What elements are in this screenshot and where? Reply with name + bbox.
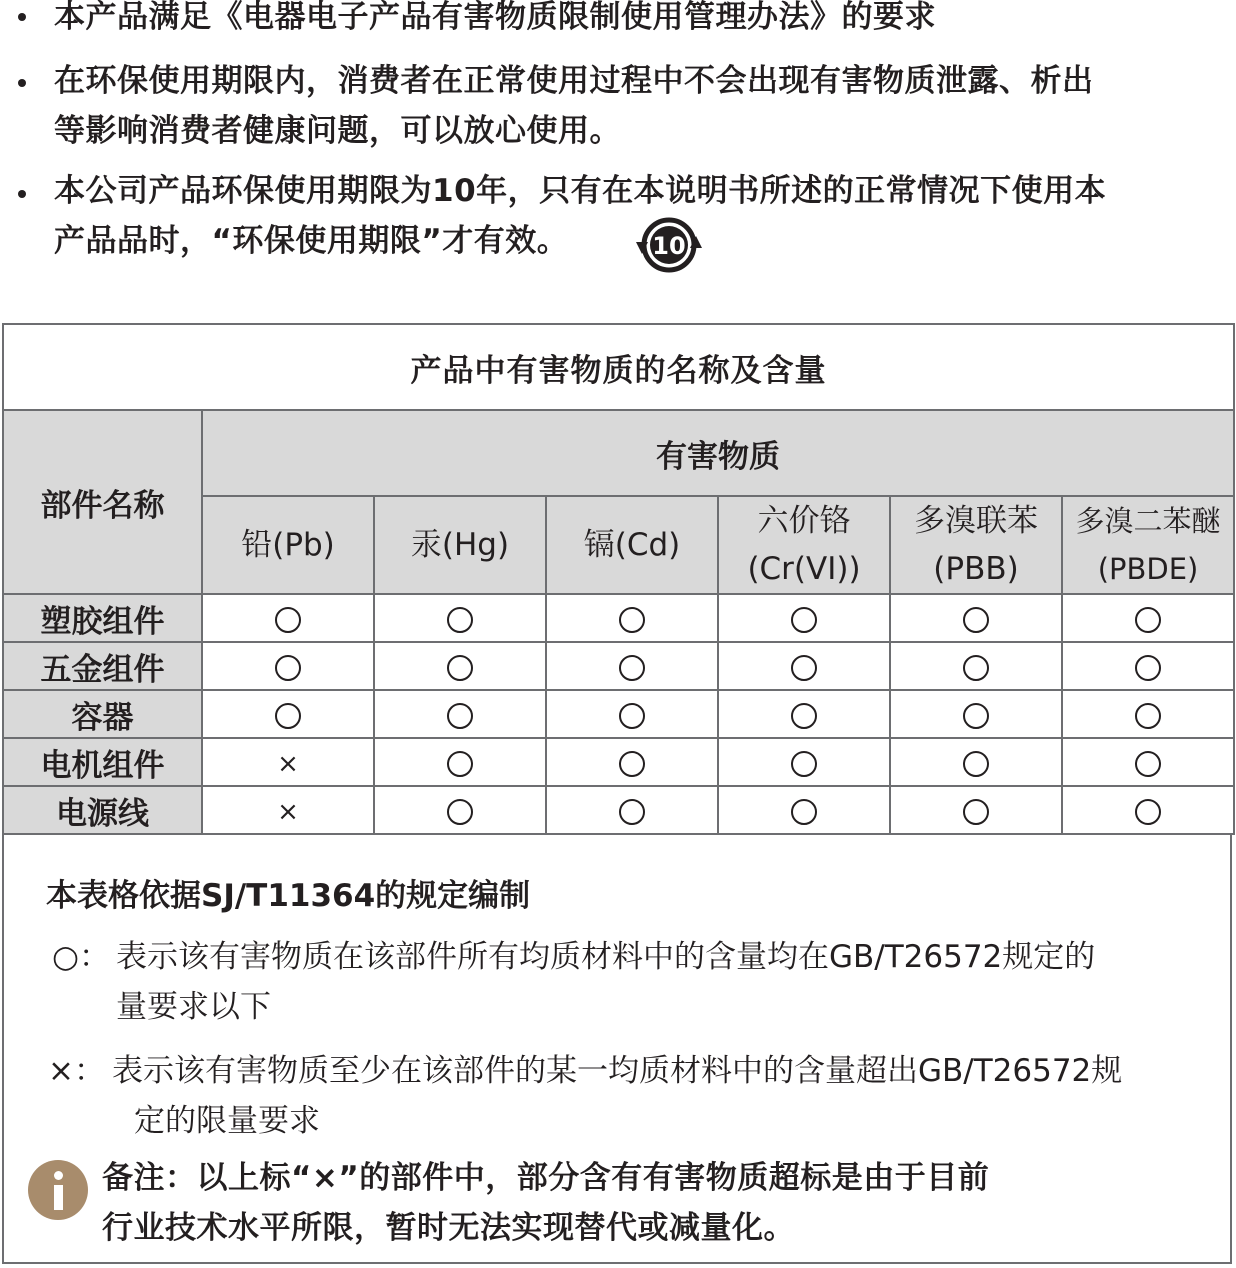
bullet-dot [18,13,26,21]
column-header-line: (PBDE) [1097,552,1199,586]
legend-circle-symbol: ○： [52,939,111,975]
table-title: 产品中有害物质的名称及含量 [3,324,1234,410]
compliant-circle-mark [619,799,645,825]
column-header-pbde [1062,496,1234,594]
column-header-line: 铅(Pb) [241,527,335,563]
compliant-circle-mark [447,751,473,777]
substance-value-cell [202,738,374,786]
table-row [3,642,1234,690]
compliant-circle-mark [963,799,989,825]
compliant-circle-mark [963,607,989,633]
table-basis-note: 本表格依据SJ/T11364的规定编制 [46,878,531,914]
compliant-circle-mark [791,751,817,777]
compliant-circle-mark [791,607,817,633]
table-row [3,738,1234,786]
hazardous-substance-table [2,323,1235,835]
substance-value-cell [374,786,546,834]
substance-value-cell [546,642,718,690]
remark-text: 行业技术水平所限，暂时无法实现替代或减量化。 [102,1210,795,1246]
remark-text: 备注：以上标“×”的部件中，部分含有有害物质超标是由于目前 [102,1160,990,1196]
compliant-circle-mark [963,703,989,729]
substance-value-cell [202,642,374,690]
substance-value-cell [718,594,890,642]
substance-value-cell [890,594,1062,642]
bullet-text: 本产品满足《电器电子产品有害物质限制使用管理办法》的要求 [54,0,936,35]
legend-cross-text: 定的限量要求 [134,1103,320,1139]
substance-value-cell [202,594,374,642]
substance-value-cell [718,642,890,690]
substance-value-cell [374,594,546,642]
column-header-cr6 [718,496,890,594]
substance-value-cell [546,690,718,738]
column-header-line: 六价铬 [757,503,851,539]
epup-value: 10 [652,232,686,260]
info-icon-bar [54,1185,63,1210]
column-header-pbb [890,496,1062,594]
compliant-circle-mark [1135,703,1161,729]
substance-value-cell [718,786,890,834]
substance-value-cell [374,690,546,738]
substance-value-cell [546,594,718,642]
column-header-cd [546,496,718,594]
substance-value-cell [1062,594,1234,642]
part-name-cell: 电源线 [3,786,202,834]
bullet-text: 产品品时，“环保使用期限”才有效。 [54,223,569,259]
compliant-circle-mark [1135,799,1161,825]
compliant-circle-mark [619,703,645,729]
compliant-circle-mark [447,799,473,825]
bullet-dot [18,190,26,198]
compliant-circle-mark [791,703,817,729]
part-name-cell: 电机组件 [3,738,202,786]
column-header-line: 镉(Cd) [583,527,681,563]
part-name-cell: 塑胶组件 [3,594,202,642]
substance-value-cell [202,786,374,834]
legend-cross [48,1046,105,1096]
environmental-protection-use-period-icon [636,214,702,276]
substance-value-cell [374,738,546,786]
substance-value-cell [890,786,1062,834]
column-header-hg [374,496,546,594]
table-row [3,594,1234,642]
column-header-line: 多溴联苯 [914,503,1038,539]
table-row [3,690,1234,738]
substance-value-cell [718,738,890,786]
table-row [3,786,1234,834]
column-header-pb [202,496,374,594]
info-icon-dot [54,1171,63,1180]
compliant-circle-mark [1135,607,1161,633]
legend-circle [52,932,110,982]
substance-value-cell [1062,690,1234,738]
compliant-circle-mark [619,655,645,681]
compliant-circle-mark [275,607,301,633]
compliant-circle-mark [619,607,645,633]
substance-value-cell [546,786,718,834]
compliant-circle-mark [275,703,301,729]
column-header-line: 多溴二苯醚 [1075,504,1221,538]
substance-value-cell [1062,738,1234,786]
legend-circle-text: 表示该有害物质在该部件所有均质材料中的含量均在GB/T26572规定的 [116,939,1096,975]
substance-header: 有害物质 [202,410,1234,496]
bullet-text: 本公司产品环保使用期限为10年，只有在本说明书所述的正常情况下使用本 [54,173,1107,209]
substance-value-cell [374,642,546,690]
substance-value-cell [890,738,1062,786]
legend-circle-text: 量要求以下 [116,989,271,1025]
legend-cross-text: 表示该有害物质至少在该部件的某一均质材料中的含量超出GB/T26572规 [112,1053,1123,1089]
substance-value-cell [1062,642,1234,690]
substance-value-cell [546,738,718,786]
bullet-text: 等影响消费者健康问题，可以放心使用。 [54,113,621,149]
compliant-circle-mark [1135,751,1161,777]
table-body [3,594,1234,834]
legend-cross-symbol: ×： [48,1053,105,1089]
compliant-circle-mark [447,655,473,681]
compliant-circle-mark [447,607,473,633]
compliant-circle-mark [1135,655,1161,681]
compliant-circle-mark [447,703,473,729]
column-header-line: (Cr(VI)) [747,551,861,587]
info-icon [28,1160,88,1220]
compliant-circle-mark [619,751,645,777]
compliant-circle-mark [791,655,817,681]
substance-value-cell [202,690,374,738]
exceeds-cross-mark: × [277,797,299,827]
substance-value-cell [890,690,1062,738]
bullet-dot [18,79,26,87]
part-name-header: 部件名称 [3,410,202,594]
exceeds-cross-mark: × [277,749,299,779]
compliant-circle-mark [791,799,817,825]
compliant-circle-mark [963,655,989,681]
substance-value-cell [1062,786,1234,834]
compliant-circle-mark [963,751,989,777]
bullet-text: 在环保使用期限内，消费者在正常使用过程中不会出现有害物质泄露、析出 [54,63,1094,99]
part-name-cell: 容器 [3,690,202,738]
column-header-line: (PBB) [933,551,1019,587]
column-header-line: 汞(Hg) [410,527,510,563]
substance-value-cell [890,642,1062,690]
compliant-circle-mark [275,655,301,681]
part-name-cell: 五金组件 [3,642,202,690]
substance-value-cell [718,690,890,738]
